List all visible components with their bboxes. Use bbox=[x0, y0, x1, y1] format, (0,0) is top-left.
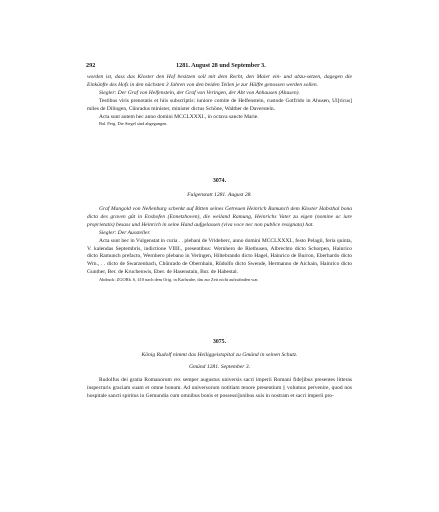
place-date-3075: Gmünd 1281. September 3. bbox=[188, 364, 251, 370]
source-note: Bal. Perg. Die Siegel sind abgegangen. bbox=[99, 121, 168, 127]
continuation-text: worden ist, dass das Kloster den Hof besitzen soll mit dem Recht, den Maier ein- und abzu-setzen, dagegen die Einkünfte des Hofs in den nächsten 3 Jahren von den beiden Teilen je zur Hälfte genossen werden sollen. bbox=[87, 74, 352, 88]
regest-3074: Graf Mangold von Nellenburg schenkt auf Bitten seines Getreuen Heinrich Ramunch dem Kloster Habsthal bona dicta des graven gůt in Enshofen (Ennetzhoven), die weiland Ramung, Heinrichs Vater zu eigen (nomine ac iure proprietatis) besass und Heinrich in seine Hand aufgelassen (viva voce nec non publice resignata) hat. bbox=[87, 206, 352, 228]
witness-list: Testibus viris prenotatis et hiis subscriptis: iuniore comite de Helfenstein, custode Gotfrido in Ahusen, Ul[ricus] miles de Dilingen, Cůnradus minister, minister dictus Schöne, Walther de Daverstein. bbox=[87, 97, 352, 112]
page-number: 292 bbox=[86, 62, 96, 69]
acta-line: Acta sunt autem hec anno domini MCCLXXXI., in octava sancte Marie. bbox=[99, 113, 259, 120]
print-note-3074: Abdruck: ZGORh. 6, 410 nach dem Orig. in Karlsruhe, das zur Zeit nicht aufzufinden war. bbox=[99, 277, 259, 283]
text-3075: Rudolfus dei gratia Romanorum rex semper augustus universis sacri imperii Romani fide]ibus presentes litteras inspecturis graciam suam et omne bonum. Ad universorum notitiam tenore presentium || volumus pervenire, quod nos hospitale sancti spiritus in Gemundia cum omnibus bonis et possessi]onibus suis in nostram et sacri imperii pro- bbox=[87, 377, 352, 399]
document-3074-body bbox=[87, 206, 352, 284]
document-3075-body bbox=[87, 377, 352, 401]
text-3074: Acta sunt hec in Vulgenstat in curia . . plebani de Vrideberc, anno domini MCCLXXXI., festo Pelagii, feria quinta, V. kalendas Septembris, indictione VIIII., presentibus: Wernhero de Riethusen, Albrechto dicto Schorpen, Hainrico dicto Ramunch prefacto, Wernhero plebano in Veringen, Hiltebrando dicto Hagel, Hainrico de Burron, Eberhardo dicto Wrn., . . dicto de Swarzenbach, Chůnrado de Obernhain, Rǔdolfo dicto Swende, Hermanno de Aichain, Hainrico dicto Gunther, Ber. de Kruchenwis, Eber. de Hasenstain, Bur. de Habestal. bbox=[87, 237, 352, 276]
previous-document-continuation bbox=[87, 74, 352, 128]
running-head: 1281. August 28 und September 3. bbox=[176, 62, 266, 69]
document-number-3074: 3074. bbox=[212, 178, 227, 184]
place-date-3074: Fulgenstatt 1281. August 28. bbox=[187, 192, 252, 198]
sealer-3074: Siegler: Der Aussteller. bbox=[99, 229, 151, 236]
regest-3075: König Rudolf nimmt das Heiliggeistspital zu Gmünd in seinen Schutz. bbox=[141, 352, 298, 358]
document-number-3075: 3075. bbox=[212, 339, 227, 345]
sealers-line: Siegler: Der Graf von Helfenstein, der Graf von Veringen, der Abt von Anhausen (Ahusen). bbox=[99, 89, 300, 96]
